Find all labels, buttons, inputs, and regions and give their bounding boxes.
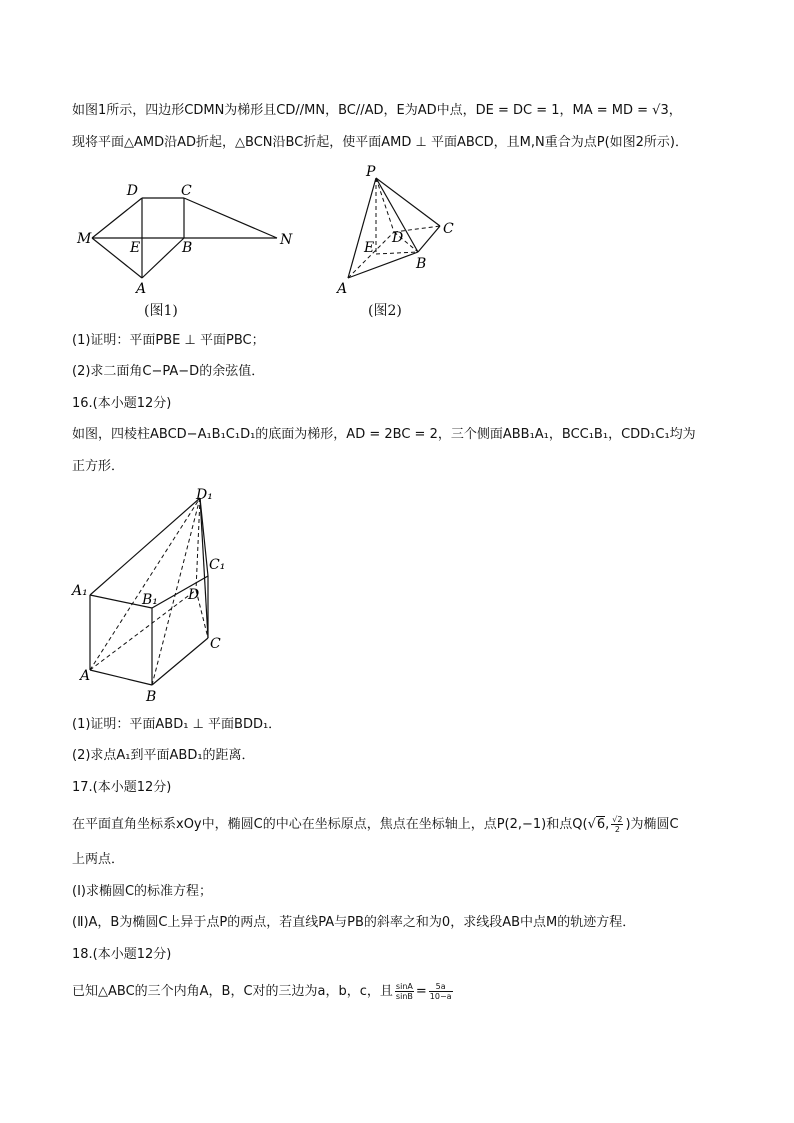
fig1-label-e: E bbox=[130, 240, 141, 256]
p15-question-2: (2)求二面角C−PA−D的余弦值． bbox=[72, 364, 265, 379]
fig1-label-c: C bbox=[181, 183, 192, 199]
p17-question-2: (Ⅱ)A，B为椭圆C上异于点P的两点，若直线PA与PB的斜率之和为0，求线段AB中点M的轨迹方程． bbox=[72, 915, 636, 930]
fig2-label-b: B bbox=[416, 256, 427, 272]
p17-question-1: (Ⅰ)求椭圆C的标准方程； bbox=[72, 884, 213, 899]
figure-prism bbox=[72, 482, 242, 708]
prism-label-d: D bbox=[188, 587, 200, 603]
p17-text-line1-b: )为椭圆C bbox=[625, 817, 679, 832]
figure-1-trapezoid bbox=[72, 176, 312, 301]
p17-text-line2: 上两点． bbox=[72, 852, 125, 867]
p15-text-line1: 如图1所示，四边形CDMN为梯形且CD//MN，BC//AD，E为AD中点，DE = DC = 1，MA = MD = √3， bbox=[72, 103, 682, 118]
sqrt-value: 6 bbox=[596, 817, 606, 832]
p16-text-line1: 如图，四棱柱ABCD−A₁B₁C₁D₁的底面为梯形，AD = 2BC = 2，三个侧面ABB₁A₁，BCC₁B₁，CDD₁C₁均为 bbox=[72, 427, 696, 442]
fig2-label-p: P bbox=[366, 164, 376, 180]
fraction-sinA-over-sinB bbox=[395, 982, 414, 1001]
prism-label-b: B bbox=[146, 689, 157, 705]
prism-label-c: C bbox=[210, 636, 221, 652]
equals-sign: = bbox=[415, 984, 427, 999]
p16-text-line2: 正方形． bbox=[72, 459, 125, 474]
p18-text-line1-a: 已知△ABC的三个内角A，B，C对的三边为a，b，c，且 bbox=[72, 984, 393, 999]
p18-text-line1 bbox=[72, 982, 455, 1001]
prism-label-a1: A₁ bbox=[72, 583, 88, 599]
prism-label-a: A bbox=[80, 668, 91, 684]
prism-label-d1: D₁ bbox=[196, 487, 213, 503]
fraction-5a-over-10-minus-a bbox=[429, 982, 453, 1001]
fig2-label-d: D bbox=[392, 230, 404, 246]
p15-question-1: (1)证明：平面PBE ⊥ 平面PBC； bbox=[72, 333, 265, 348]
p15-text-line2: 现将平面△AMD沿AD折起，△BCN沿BC折起，使平面AMD ⊥ 平面ABCD，且M,N重合为点P(如图2所示)． bbox=[72, 135, 688, 150]
fraction-sqrt2-over-2 bbox=[611, 815, 623, 834]
fraction-numerator: √2 bbox=[612, 815, 623, 824]
fraction-numerator: sinA bbox=[395, 982, 413, 991]
p16-question-2: (2)求点A₁到平面ABD₁的距离． bbox=[72, 748, 255, 763]
fig2-caption: (图2) bbox=[368, 303, 402, 319]
fig1-label-a: A bbox=[136, 281, 147, 297]
fraction-denominator: 10−a bbox=[429, 992, 452, 1001]
fig1-label-b: B bbox=[182, 240, 193, 256]
p16-heading: 16.(本小题12分) bbox=[72, 396, 172, 411]
fig1-label-m: M bbox=[77, 231, 92, 247]
fig1-label-d: D bbox=[126, 183, 138, 199]
p17-heading: 17.(本小题12分) bbox=[72, 780, 172, 795]
fraction-denominator: 2 bbox=[614, 825, 620, 834]
p18-heading: 18.(本小题12分) bbox=[72, 947, 172, 962]
fraction-denominator: sinB bbox=[395, 992, 413, 1001]
figure-2-pyramid bbox=[330, 160, 470, 300]
prism-label-c1: C₁ bbox=[209, 557, 226, 573]
sqrt-sign: √ bbox=[587, 817, 596, 832]
prism-label-b1: B₁ bbox=[142, 592, 158, 608]
fig1-caption: (图1) bbox=[144, 303, 178, 319]
p17-text-line1-a: 在平面直角坐标系xOy中，椭圆C的中心在坐标原点，焦点在坐标轴上，点P(2,−1)和点Q( bbox=[72, 817, 588, 832]
fig1-label-n: N bbox=[280, 232, 293, 248]
fig2-label-c: C bbox=[443, 221, 454, 237]
p17-text-line1: 在平面直角坐标系xOy中，椭圆C的中心在坐标原点，焦点在坐标轴上，点P(2,−1)和点Q(√6, $\frac{√2}{2}$ )为椭圆C bbox=[72, 815, 679, 834]
fig2-label-e: E bbox=[364, 240, 375, 256]
fig2-label-a: A bbox=[337, 281, 348, 297]
fraction-numerator: 5a bbox=[429, 982, 453, 992]
p16-question-1: (1)证明：平面ABD₁ ⊥ 平面BDD₁． bbox=[72, 717, 282, 732]
